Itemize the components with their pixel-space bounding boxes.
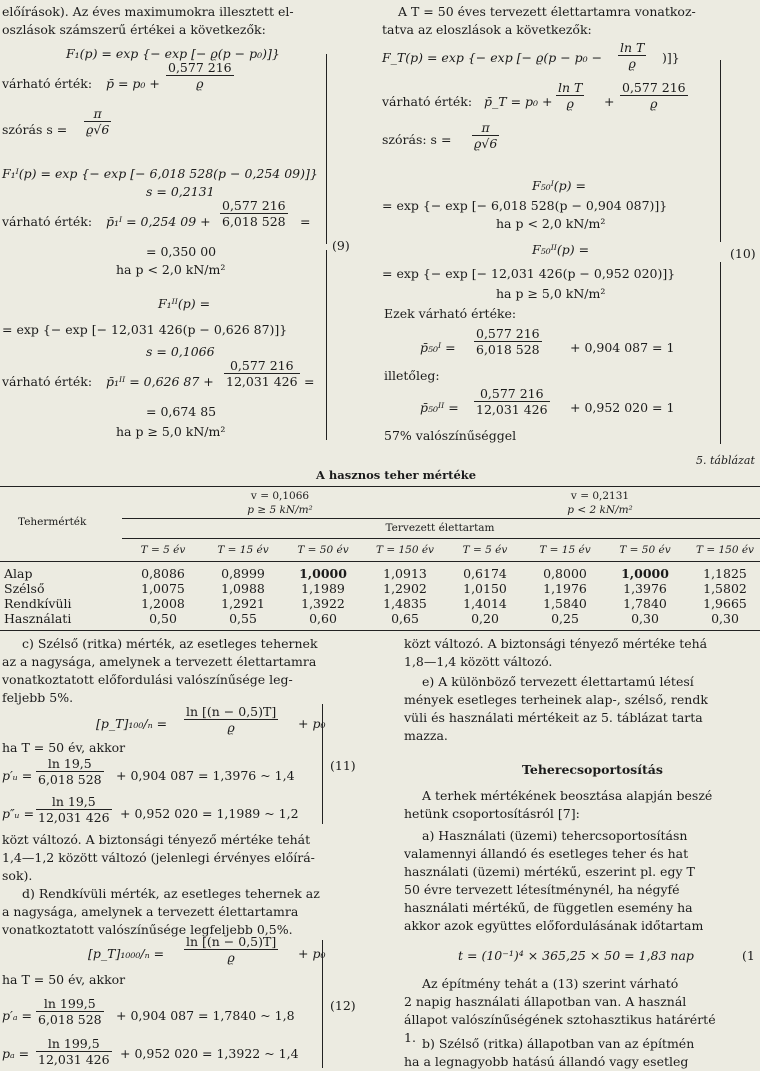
table-cell: 1,4014 bbox=[463, 596, 507, 611]
text-line: közt változó. A biztonsági tényező mértéke tehá bbox=[404, 636, 708, 651]
fraction: $\frac{\pi}{ϱ√6}$ bbox=[474, 120, 498, 151]
formula-pa1-tail: + 0,904 087 = 1,7840 ~ 1,8 bbox=[116, 1008, 295, 1023]
table-cell: 0,65 bbox=[391, 611, 419, 626]
table-reference: 5. táblázat bbox=[696, 454, 755, 467]
text-line: 1,8—1,4 között változó. bbox=[404, 654, 553, 669]
text-line: d) Rendkívüli mérték, az esetleges tehernek az bbox=[22, 886, 320, 901]
text-line: előírások). Az éves maximumokra illesztett el- bbox=[2, 4, 294, 19]
section-heading: Teherecsoportosítás bbox=[522, 762, 663, 777]
table-group-2: v = 0,2131 bbox=[570, 490, 630, 502]
formula-f50-II: = exp {− exp [− 12,031 426(p − 0,952 020)]} bbox=[382, 266, 676, 281]
fraction: $\frac{0,577 216}{6,018 528}$ bbox=[222, 198, 286, 229]
text-line: hetünk csoportosításról [7]: bbox=[404, 806, 580, 821]
formula-expected-I: p̄₁ᴵ = 0,254 09 + bbox=[106, 214, 211, 229]
label-expected: várható érték: bbox=[2, 374, 93, 389]
fraction: $\frac{\ln [(n - 0,5)T]}{ϱ}$ bbox=[186, 934, 277, 965]
text-line: feljebb 5%. bbox=[2, 690, 74, 705]
table-row-label: Rendkívüli bbox=[4, 596, 72, 611]
table-cell: 1,2008 bbox=[141, 596, 185, 611]
text-line: állapot valószínűségének sztohasztikus határérté bbox=[404, 1012, 716, 1027]
fraction: $\frac{0,577 216}{12,031 426}$ bbox=[476, 386, 548, 417]
formula-eq12-tail: + p₀ bbox=[298, 946, 326, 961]
formula-s1: s = 0,2131 bbox=[146, 184, 215, 199]
text-line: valamennyi állandó és esetleges teher és hat bbox=[404, 846, 689, 861]
text-line: a) Használati (üzemi) tehercsoportosításn bbox=[422, 828, 688, 843]
table-group-1: v = 0,1066 bbox=[250, 490, 310, 502]
text-line: 50 évre tervezett létesítménynél, ha négyfé bbox=[404, 882, 680, 897]
text-line: a nagysága, amelynek a tervezett élettartamra bbox=[2, 904, 299, 919]
formula-pa2-tail: + 0,952 020 = 1,3922 ~ 1,4 bbox=[120, 1046, 299, 1061]
fraction: $\frac{\text{ln T}}{ϱ}$ bbox=[558, 80, 583, 111]
text-line: mények esetleges terheinek alap-, szélső, rendk bbox=[404, 692, 708, 707]
table-lifetime-header: Tervezett élettartam bbox=[385, 522, 495, 534]
table-cell: 1,0075 bbox=[141, 581, 185, 596]
table-col-header: T = 5 év bbox=[462, 544, 508, 556]
formula-eq11-tail: + p₀ bbox=[298, 716, 326, 731]
condition-I: ha p < 2,0 kN/m² bbox=[116, 262, 226, 277]
brace bbox=[318, 54, 327, 244]
table-cell: 1,9665 bbox=[703, 596, 747, 611]
divider bbox=[0, 561, 760, 562]
formula-f50-II-head: F₅₀ᴵᴵ(p) = bbox=[532, 242, 590, 257]
text-line: mazza. bbox=[404, 728, 448, 743]
text-line: ha T = 50 év, akkor bbox=[2, 972, 126, 987]
probability-note: 57% valószínűséggel bbox=[384, 428, 517, 443]
table-cell: 1,3976 bbox=[623, 581, 667, 596]
table-cell: 0,30 bbox=[631, 611, 659, 626]
label-expected: várható érték: bbox=[2, 76, 93, 91]
equation-number-10: (10) bbox=[730, 246, 756, 261]
label-spread: szórás: s = bbox=[382, 132, 452, 147]
fraction: $\frac{\pi}{ϱ√6}$ bbox=[86, 106, 110, 137]
table-group-2-sub: p < 2 kN/m² bbox=[567, 504, 633, 516]
table-col-header: T = 50 év bbox=[619, 544, 671, 556]
table-cell: 1,5840 bbox=[543, 596, 587, 611]
table-cell: 0,20 bbox=[471, 611, 499, 626]
fraction: $\frac{\ln 199,5}{6,018 528}$ bbox=[38, 996, 102, 1027]
table-cell: 0,8086 bbox=[141, 566, 185, 581]
brace bbox=[720, 60, 727, 242]
table-cell: 1,4835 bbox=[383, 596, 427, 611]
table-cell: 0,30 bbox=[711, 611, 739, 626]
label-expected: várható érték: bbox=[2, 214, 93, 229]
equation-number-11: (11) bbox=[330, 758, 356, 773]
table-cell: 0,8000 bbox=[543, 566, 587, 581]
equation-number-9: (9) bbox=[332, 238, 350, 253]
fraction: $\frac{\ln [(n - 0,5)T]}{ϱ}$ bbox=[186, 704, 277, 735]
formula-pu2: p″ᵤ = bbox=[2, 806, 35, 821]
fraction: $\frac{0,577 216}{12,031 426}$ bbox=[226, 358, 298, 389]
formula-f1-II: = exp {− exp [− 12,031 426(p − 0,626 87)]} bbox=[2, 322, 288, 337]
fraction: $\frac{0,577 216}{ϱ}$ bbox=[622, 80, 686, 111]
result-II: = 0,674 85 bbox=[146, 404, 217, 419]
table-cell: 1,1989 bbox=[301, 581, 345, 596]
text-line: Az építmény tehát a (13) szerint várható bbox=[422, 976, 679, 991]
table-col-header: T = 15 év bbox=[539, 544, 591, 556]
formula-expected-II: p̄₁ᴵᴵ = 0,626 87 + bbox=[106, 374, 214, 389]
formula-f50-I: = exp {− exp [− 6,018 528(p − 0,904 087)]} bbox=[382, 198, 668, 213]
text-line: sok). bbox=[2, 868, 33, 883]
formula-pa2: pₐ = bbox=[2, 1046, 30, 1061]
table-cell: 1,5802 bbox=[703, 581, 747, 596]
text-line: 1. bbox=[404, 1030, 416, 1045]
text-line: Ezek várható értéke: bbox=[384, 306, 517, 321]
table-cell: 0,8999 bbox=[221, 566, 265, 581]
brace bbox=[720, 262, 727, 444]
fraction: $\frac{\ln 199,5}{12,031 426}$ bbox=[38, 1036, 110, 1067]
formula-pu1: p′ᵤ = bbox=[2, 768, 33, 783]
formula-expected-base: p̄_T = p₀ + bbox=[484, 94, 553, 109]
formula-p50-II: p̄₅₀ᴵᴵ = bbox=[420, 400, 459, 415]
formula-pu1-tail: + 0,904 087 = 1,3976 ~ 1,4 bbox=[116, 768, 295, 783]
table-cell: 1,1976 bbox=[543, 581, 587, 596]
text-line: vonatkoztatott valószínűsége legfeljebb 0,5%. bbox=[2, 922, 293, 937]
text-line: oszlások számszerű értékei a következők: bbox=[2, 22, 266, 37]
formula-f50-I-head: F₅₀ᴵ(p) = bbox=[532, 178, 587, 193]
text-line: az a nagysága, amelynek a tervezett élettartamra bbox=[2, 654, 317, 669]
divider bbox=[122, 518, 760, 519]
formula-13: t = (10⁻¹)⁴ × 365,25 × 50 = 1,83 nap bbox=[458, 948, 694, 963]
text-line: illetőleg: bbox=[384, 368, 440, 383]
table-col-header: T = 5 év bbox=[140, 544, 186, 556]
formula-eq11-lhs: [p_T]₁₀₀/ₙ = bbox=[96, 716, 168, 731]
text-line: ha a legnagyobb hatású állandó vagy esetleg bbox=[404, 1054, 689, 1069]
text-line: A terhek mértékének beosztása alapján beszé bbox=[422, 788, 713, 803]
divider bbox=[0, 630, 760, 631]
brace bbox=[318, 250, 327, 440]
condition-II: ha p ≥ 5,0 kN/m² bbox=[116, 424, 226, 439]
table-cell: 1,7840 bbox=[623, 596, 667, 611]
table-cell: 1,2921 bbox=[221, 596, 265, 611]
table-col-header: T = 50 év bbox=[297, 544, 349, 556]
formula-p50-I: p̄₅₀ᴵ = bbox=[420, 340, 456, 355]
label-expected: várható érték: bbox=[382, 94, 473, 109]
text-line: közt változó. A biztonsági tényező mértéke tehát bbox=[2, 832, 311, 847]
brace bbox=[316, 940, 323, 1068]
formula-s2: s = 0,1066 bbox=[146, 344, 215, 359]
fraction: $\frac{0,577 216}{6,018 528}$ bbox=[476, 326, 540, 357]
divider bbox=[122, 538, 760, 539]
condition-II: ha p ≥ 5,0 kN/m² bbox=[496, 286, 606, 301]
equals-sign: = bbox=[300, 214, 311, 229]
formula-f1-I: F₁ᴵ(p) = exp {− exp [− 6,018 528(p − 0,254 09)]} bbox=[2, 166, 318, 181]
text-line: használati (üzemi) mértékű, eszerint pl. egy T bbox=[404, 864, 695, 879]
table-row-label: Alap bbox=[4, 566, 33, 581]
text-line: akkor azok együttes előfordulásának időtartam bbox=[404, 918, 704, 933]
text-line: c) Szélső (ritka) mérték, az esetleges tehernek bbox=[22, 636, 318, 651]
formula-eq12-lhs: [p_T]₁₀₀₀/ₙ = bbox=[88, 946, 165, 961]
fraction: $\frac{\text{ln T}}{ϱ}$ bbox=[620, 40, 645, 71]
text-line: 2 napig használati állapotban van. A használ bbox=[404, 994, 687, 1009]
text-line: 1,4—1,2 között változó (jelenlegi érvényes előírá- bbox=[2, 850, 315, 865]
table-cell: 1,0150 bbox=[463, 581, 507, 596]
table-cell: 0,60 bbox=[309, 611, 337, 626]
text-line: használati mértékű, de független esemény ha bbox=[404, 900, 693, 915]
text-line: vüli és használati mértékeit az 5. táblázat tarta bbox=[404, 710, 703, 725]
table-col-header: T = 150 év bbox=[375, 544, 434, 556]
equation-number-13: (1 bbox=[742, 948, 755, 963]
table-row-header: Tehermérték bbox=[18, 516, 87, 528]
result-I: = 0,350 00 bbox=[146, 244, 217, 259]
table-cell: 1,0988 bbox=[221, 581, 265, 596]
table-col-header: T = 15 év bbox=[217, 544, 269, 556]
table-row-label: Szélső bbox=[4, 581, 45, 596]
equation-number-12: (12) bbox=[330, 998, 356, 1013]
formula-ft: F_T(p) = exp {− exp [− ϱ(p − p₀ − bbox=[382, 50, 603, 65]
divider bbox=[0, 486, 760, 487]
fraction: $\frac{\ln 19,5}{12,031 426}$ bbox=[38, 794, 110, 825]
formula-p50-II-tail: + 0,952 020 = 1 bbox=[570, 400, 675, 415]
fraction: $\frac{\ln 19,5}{6,018 528}$ bbox=[38, 756, 102, 787]
text-line: b) Szélső (ritka) állapotban van az építmén bbox=[422, 1036, 695, 1051]
table-row-label: Használati bbox=[4, 611, 72, 626]
text-line: ha T = 50 év, akkor bbox=[2, 740, 126, 755]
table-cell: 1,0913 bbox=[383, 566, 427, 581]
table-cell: 1,3922 bbox=[301, 596, 345, 611]
table-cell: 0,50 bbox=[149, 611, 177, 626]
table-cell: 1,2902 bbox=[383, 581, 427, 596]
table-title: A hasznos teher mértéke bbox=[316, 468, 477, 482]
text-line: tatva az eloszlások a következők: bbox=[382, 22, 592, 37]
formula-pu2-tail: + 0,952 020 = 1,1989 ~ 1,2 bbox=[120, 806, 299, 821]
table-col-header: T = 150 év bbox=[695, 544, 754, 556]
plus-sign: + bbox=[604, 94, 615, 109]
table-cell: 1,0000 bbox=[299, 566, 347, 581]
table-cell: 1,1825 bbox=[703, 566, 747, 581]
table-cell: 1,0000 bbox=[621, 566, 669, 581]
text-line: e) A különböző tervezett élettartamú létesí bbox=[422, 674, 694, 689]
formula-f1: F₁(p) = exp {− exp [− ϱ(p − p₀)]} bbox=[66, 46, 280, 61]
table-cell: 0,6174 bbox=[463, 566, 507, 581]
formula-pa1: p′ₐ = bbox=[2, 1008, 32, 1023]
formula-p50-I-tail: + 0,904 087 = 1 bbox=[570, 340, 675, 355]
fraction: $\frac{0,577 216}{ϱ}$ bbox=[168, 60, 232, 91]
table-cell: 0,55 bbox=[229, 611, 257, 626]
equals-sign: = bbox=[304, 374, 315, 389]
label-spread: szórás s = bbox=[2, 122, 68, 137]
text-line: A T = 50 éves tervezett élettartamra vonatkoz- bbox=[398, 4, 696, 19]
text-line: vonatkoztatott előfordulási valószínűsége leg- bbox=[2, 672, 293, 687]
table-cell: 0,25 bbox=[551, 611, 579, 626]
formula-expected-base: p̄ = p₀ + bbox=[106, 76, 160, 91]
formula-f1-II-head: F₁ᴵᴵ(p) = bbox=[158, 296, 211, 311]
brace bbox=[316, 704, 323, 824]
condition-I: ha p < 2,0 kN/m² bbox=[496, 216, 606, 231]
formula-ft-end: )]} bbox=[662, 50, 680, 65]
table-group-1-sub: p ≥ 5 kN/m² bbox=[247, 504, 313, 516]
